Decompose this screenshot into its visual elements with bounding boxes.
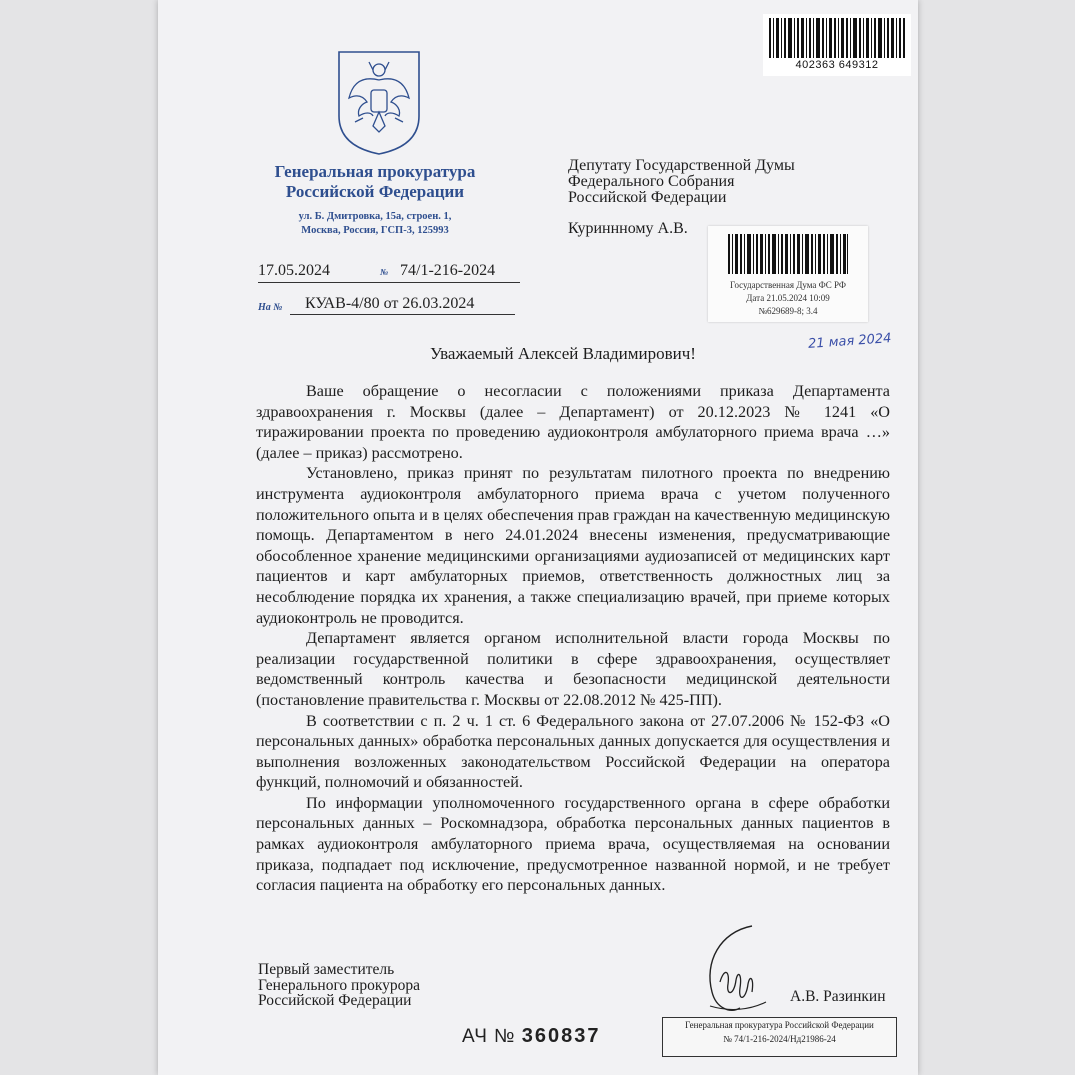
barcode-icon	[769, 18, 905, 58]
barcode-label	[763, 14, 911, 76]
incoming-reference: КУАВ-4/80 от 26.03.2024	[305, 295, 475, 312]
form-serial-number: АЧ № 360837	[462, 1025, 601, 1047]
recipient-line: Депутату Государственной Думы	[568, 157, 795, 174]
barcode-number: 402363 649312	[795, 59, 879, 71]
body-paragraph: Департамент является органом исполнительной власти города Москвы по реализации государственной политики в сфере здравоохранения, осуществляет ведомственный контроль качества и безопасности медицинской деятельности (постановление правительства г. Москвы от 22.08.2012 № 425-ПП).	[256, 629, 890, 709]
recipient-block	[568, 158, 795, 206]
reference-underline	[290, 314, 515, 315]
signature-icon	[690, 922, 780, 1017]
registration-stamp	[708, 226, 868, 322]
barcode-icon	[728, 234, 848, 274]
letter-body	[256, 381, 890, 896]
number-label: №	[380, 267, 389, 277]
stamp-line: Дата 21.05.2024 10:09	[746, 293, 830, 303]
incoming-label: На №	[258, 302, 283, 313]
stamp-line: Генеральная прокуратура Российской Федерации	[685, 1020, 874, 1030]
handwritten-date: 21 мая 2024	[807, 331, 892, 352]
recipient-line: Российской Федерации	[568, 189, 727, 206]
stamp-line: № 74/1-216-2024/Нд21986-24	[723, 1034, 836, 1044]
body-paragraph: По информации уполномоченного государственного органа в сфере обработки персональных данных – Роскомнадзора, обработка персональных данных пациентов в рамках аудиоконтроля амбулаторного приема врача, осуществляемая на основании приказа, подпадает под исключение, предусмотренное названной нормой, и не требует согласия пациента на обработку его персональных данных.	[256, 793, 890, 895]
recipient-name: Куриннному А.В.	[568, 220, 688, 237]
body-paragraph: Ваше обращение о несогласии с положениями приказа Департамента здравоохранения г. Москвы (далее – Департамент) от 20.12.2023 № 1241 «О тиражировании проекта по проведению аудиоконтроля амбулаторного приема врача …» (далее – приказ) рассмотрено.	[256, 382, 890, 462]
outgoing-number: 74/1-216-2024	[400, 262, 496, 279]
body-paragraph: В соответствии с п. 2 ч. 1 ст. 6 Федерального закона от 27.07.2006 № 152-ФЗ «О персональных данных» обработка персональных данных допускается для осуществления и выполнения возложенных законодательством Российской Федерации на оператора функций, полномочий и обязанностей.	[256, 711, 890, 792]
organization-name: Генеральная прокуратура Российской Федерации	[274, 162, 476, 201]
stamp-line: №629689-8; 3.4	[758, 306, 818, 316]
organization-address: ул. Б. Дмитровка, 15а, строен. 1, Москва, Россия, ГСП-3, 125993	[298, 211, 452, 236]
reference-underline	[258, 282, 520, 283]
signer-name: А.В. Разинкин	[790, 988, 886, 1005]
body-paragraph: Установлено, приказ принят по результатам пилотного проекта по внедрению инструмента аудиоконтроля амбулаторного приема врача с учетом полученного положительного опыта и в целях обеспечения прав граждан на качественную медицинскую помощь. Департаментом в него 24.01.2024 внесены изменения, предусматривающие обособленное хранение медицинскими организациями аудиозаписей от медицинских карт пациентов и карт амбулаторных приемов, ответственность должностных лиц за несоблюдение порядка их хранения, а также специализацию врачей, при приеме которых аудиоконтроль не проводится.	[256, 464, 890, 627]
stamp-line: Государственная Дума ФС РФ	[730, 280, 846, 290]
recipient-line: Федерального Собрания	[568, 173, 735, 190]
coat-of-arms-icon	[333, 46, 425, 158]
outgoing-date: 17.05.2024	[258, 262, 330, 279]
signer-title: Первый заместитель Генерального прокурора Российской Федерации	[258, 961, 421, 1009]
bottom-registration-stamp	[662, 1017, 897, 1057]
salutation: Уважаемый Алексей Владимирович!	[430, 344, 696, 363]
